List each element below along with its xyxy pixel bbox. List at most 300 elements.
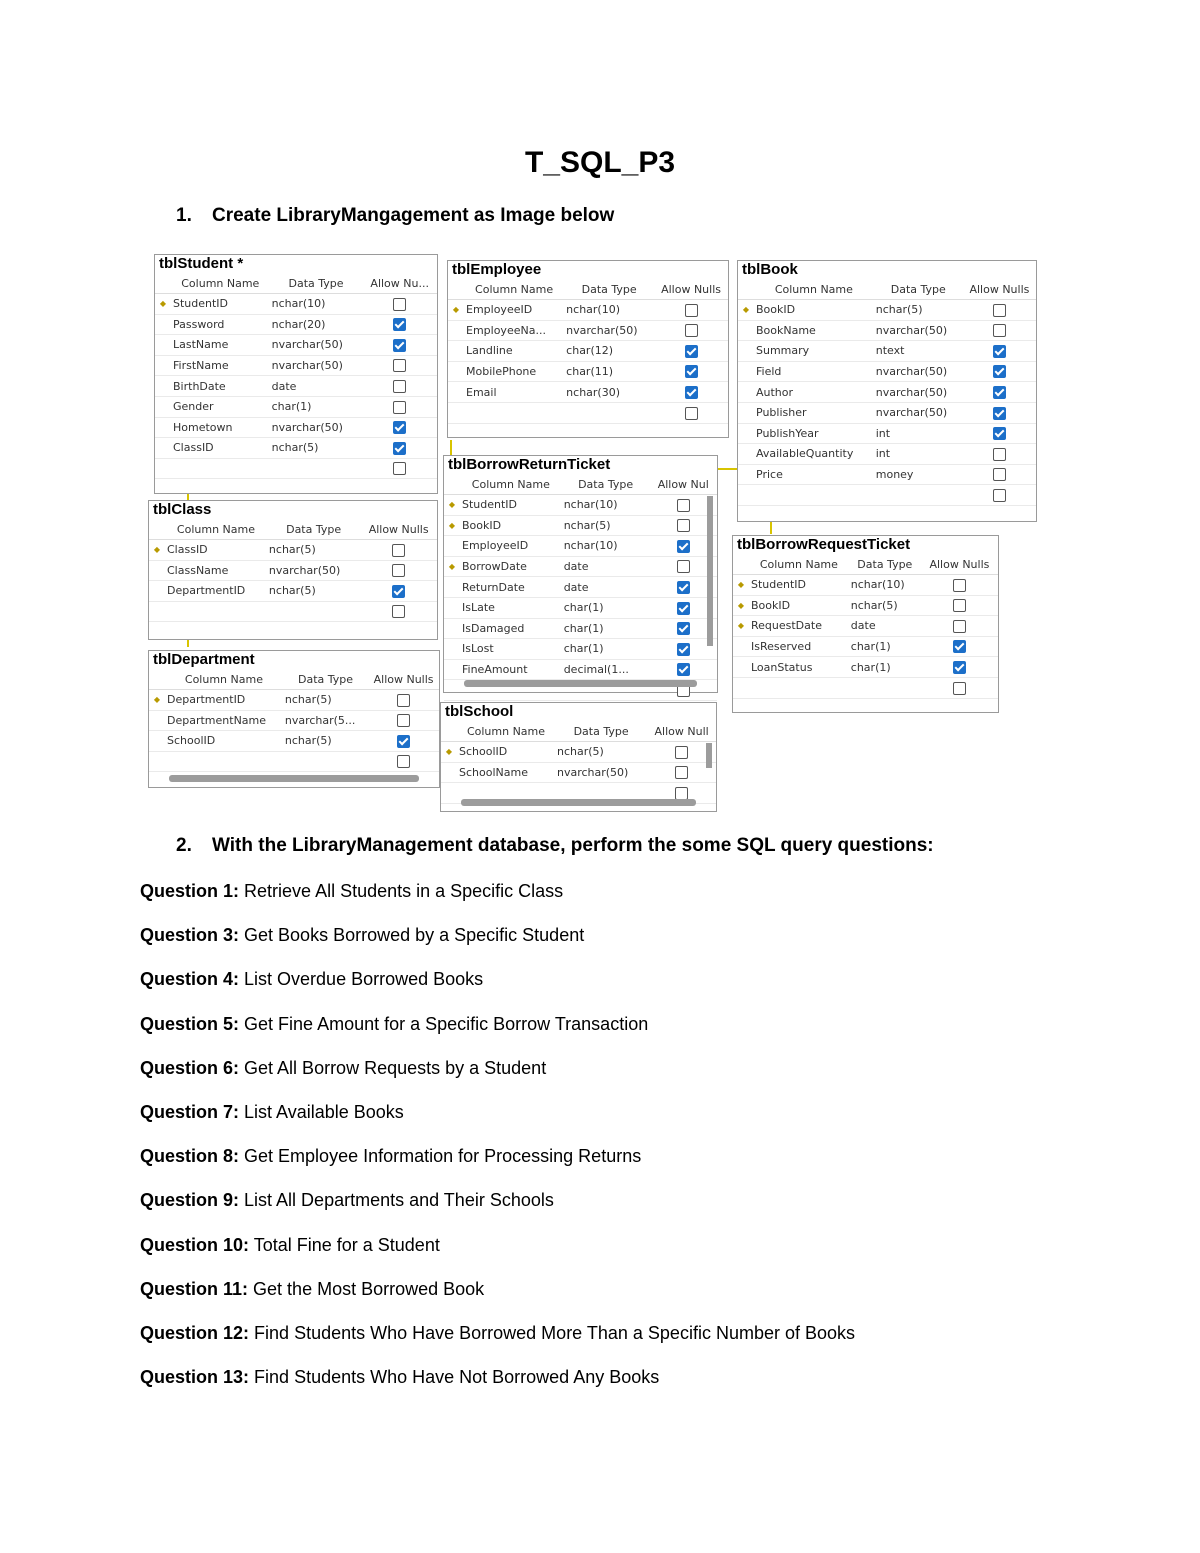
row-selector (444, 659, 460, 680)
allow-nulls-checkbox[interactable] (393, 442, 406, 455)
column-name-cell[interactable]: Hometown (171, 417, 270, 438)
allow-nulls-cell (368, 751, 439, 772)
new-row[interactable] (155, 458, 437, 479)
question-label: Question 9: (140, 1190, 240, 1211)
allow-nulls-cell (362, 438, 437, 459)
allow-nulls-checkbox[interactable] (393, 339, 406, 352)
question-label: Question 12: (140, 1322, 250, 1343)
column-name-cell[interactable]: EmployeeID (464, 300, 564, 321)
table-row[interactable] (733, 595, 998, 616)
allow-nulls-checkbox[interactable] (393, 401, 406, 414)
data-type-cell[interactable]: nvarchar(50) (874, 382, 963, 403)
allow-nulls-checkbox[interactable] (685, 407, 698, 420)
question-item (140, 878, 855, 922)
table-row[interactable] (149, 540, 437, 561)
row-selector (448, 361, 464, 382)
new-row[interactable] (733, 677, 998, 698)
column-name-cell[interactable]: FirstName (171, 355, 270, 376)
table-row[interactable] (448, 382, 728, 403)
column-grid (448, 279, 728, 424)
data-type-cell[interactable]: nvarchar(50) (564, 320, 654, 341)
table-tblBook[interactable] (737, 260, 1037, 522)
allow-nulls-cell (963, 320, 1036, 341)
table-row[interactable] (444, 577, 717, 598)
empty-cell[interactable] (441, 783, 457, 804)
row-selector (149, 560, 165, 581)
table-tblSchool[interactable] (440, 702, 717, 812)
table-tblEmployee[interactable] (447, 260, 729, 438)
new-row[interactable] (738, 485, 1036, 506)
allow-nulls-checkbox[interactable] (677, 499, 690, 512)
allow-nulls-checkbox[interactable] (993, 324, 1006, 337)
row-selector (448, 320, 464, 341)
question-item (140, 1143, 855, 1187)
empty-cell[interactable] (283, 751, 368, 772)
data-type-cell[interactable]: nchar(5) (267, 540, 360, 561)
new-row[interactable] (448, 402, 728, 423)
allow-nulls-checkbox[interactable] (953, 620, 966, 633)
empty-cell[interactable] (849, 677, 921, 698)
allow-nulls-checkbox[interactable] (685, 365, 698, 378)
data-type-cell[interactable]: nvarchar(50) (874, 361, 963, 382)
table-tblBorrowReturnTicket[interactable] (443, 455, 718, 693)
row-selector (155, 335, 171, 356)
table-row[interactable] (155, 294, 437, 315)
column-name-cell[interactable]: SchoolName (457, 762, 555, 783)
question-item (140, 1055, 855, 1099)
empty-cell[interactable] (874, 485, 963, 506)
allow-nulls-checkbox[interactable] (953, 579, 966, 592)
data-type-cell[interactable]: nchar(5) (283, 690, 368, 711)
data-type-cell[interactable]: nchar(10) (562, 495, 650, 516)
column-name-cell[interactable]: BirthDate (171, 376, 270, 397)
table-tblDepartment[interactable] (148, 650, 440, 788)
column-name-cell[interactable]: Price (754, 464, 874, 485)
table-row[interactable] (738, 402, 1036, 423)
allow-nulls-cell (963, 423, 1036, 444)
allow-nulls-checkbox[interactable] (685, 324, 698, 337)
table-row[interactable] (444, 597, 717, 618)
column-name-cell[interactable]: ClassID (171, 438, 270, 459)
allow-nulls-checkbox[interactable] (677, 663, 690, 676)
table-row[interactable] (149, 581, 437, 602)
data-type-cell[interactable]: decimal(1... (562, 659, 650, 680)
question-text: Find Students Who Have Not Borrowed Any Books (254, 1367, 660, 1388)
data-type-cell[interactable]: nvarchar(5... (283, 710, 368, 731)
data-type-cell[interactable]: date (562, 577, 650, 598)
table-row[interactable] (738, 341, 1036, 362)
column-name-cell[interactable]: FineAmount (460, 659, 562, 680)
column-grid (733, 554, 998, 699)
column-name-cell[interactable]: IsLost (460, 639, 562, 660)
table-row[interactable] (738, 464, 1036, 485)
column-name-cell[interactable]: StudentID (460, 495, 562, 516)
table-row[interactable] (738, 361, 1036, 382)
table-row[interactable] (733, 657, 998, 678)
allow-nulls-cell (963, 485, 1036, 506)
allow-nulls-checkbox[interactable] (677, 581, 690, 594)
allow-nulls-checkbox[interactable] (393, 421, 406, 434)
allow-nulls-cell (654, 320, 728, 341)
horizontal-scrollbar[interactable] (461, 799, 696, 806)
column-name-cell[interactable]: Gender (171, 396, 270, 417)
data-type-cell[interactable]: date (562, 556, 650, 577)
primary-key-icon: ◆ (444, 515, 460, 536)
allow-nulls-checkbox[interactable] (392, 585, 405, 598)
allow-nulls-checkbox[interactable] (677, 560, 690, 573)
allow-nulls-checkbox[interactable] (677, 602, 690, 615)
column-name-cell[interactable]: RequestDate (749, 616, 849, 637)
allow-nulls-checkbox[interactable] (677, 643, 690, 656)
allow-nulls-checkbox[interactable] (993, 427, 1006, 440)
table-row[interactable] (155, 335, 437, 356)
table-row[interactable] (155, 438, 437, 459)
data-type-cell[interactable]: nchar(10) (564, 300, 654, 321)
table-row[interactable] (733, 616, 998, 637)
table-row[interactable] (441, 742, 716, 763)
data-type-cell[interactable]: date (270, 376, 363, 397)
question-item (140, 1011, 855, 1055)
horizontal-scrollbar[interactable] (169, 775, 419, 782)
column-name-cell[interactable]: ClassID (165, 540, 267, 561)
data-type-cell[interactable]: nchar(5) (562, 515, 650, 536)
empty-cell[interactable] (738, 485, 754, 506)
allow-nulls-checkbox[interactable] (397, 694, 410, 707)
allow-nulls-checkbox[interactable] (993, 448, 1006, 461)
column-name-cell[interactable]: EmployeeNa... (464, 320, 564, 341)
allow-nulls-checkbox[interactable] (393, 298, 406, 311)
table-row[interactable] (444, 515, 717, 536)
primary-key-icon: ◆ (441, 742, 457, 763)
row-selector (738, 341, 754, 362)
allow-nulls-checkbox[interactable] (993, 345, 1006, 358)
primary-key-icon: ◆ (733, 595, 749, 616)
column-name-cell[interactable]: BookID (754, 300, 874, 321)
question-text: Retrieve All Students in a Specific Class (244, 881, 564, 901)
question-label: Question 8: (140, 1146, 240, 1167)
table-row[interactable] (155, 417, 437, 438)
table-row[interactable] (149, 731, 439, 752)
table-row[interactable] (149, 560, 437, 581)
data-type-cell[interactable]: nchar(5) (555, 742, 647, 763)
data-type-cell[interactable]: ntext (874, 341, 963, 362)
table-row[interactable] (155, 396, 437, 417)
allow-nulls-cell (921, 657, 998, 678)
column-header: Allow Nulls (921, 554, 998, 575)
question-text: Get the Most Borrowed Book (253, 1278, 485, 1299)
allow-nulls-cell (360, 601, 437, 622)
allow-nulls-cell (362, 396, 437, 417)
data-type-cell[interactable]: nvarchar(50) (874, 320, 963, 341)
column-header: Column Name (464, 279, 564, 300)
empty-cell[interactable] (749, 677, 849, 698)
data-type-cell[interactable]: date (849, 616, 921, 637)
data-type-cell[interactable]: nvarchar(50) (270, 335, 363, 356)
data-type-cell[interactable]: nvarchar(50) (270, 355, 363, 376)
allow-nulls-cell (362, 458, 437, 479)
table-row[interactable] (149, 710, 439, 731)
column-name-cell[interactable]: Publisher (754, 402, 874, 423)
data-type-cell[interactable]: char(11) (564, 361, 654, 382)
column-name-cell[interactable]: SchoolID (165, 731, 283, 752)
column-name-cell[interactable]: Landline (464, 341, 564, 362)
row-selector (738, 423, 754, 444)
page-title: T_SQL_P3 (524, 146, 676, 179)
data-type-cell[interactable]: nvarchar(50) (270, 417, 363, 438)
data-type-cell[interactable]: nchar(5) (874, 300, 963, 321)
table-row[interactable] (448, 341, 728, 362)
column-name-cell[interactable]: ClassName (165, 560, 267, 581)
column-header: Column Name (749, 554, 849, 575)
allow-nulls-cell (368, 731, 439, 752)
column-name-cell[interactable]: IsLate (460, 597, 562, 618)
column-name-cell[interactable]: ReturnDate (460, 577, 562, 598)
allow-nulls-cell (362, 294, 437, 315)
table-tblStudent[interactable] (154, 254, 438, 494)
vertical-scrollbar[interactable] (706, 743, 712, 768)
allow-nulls-checkbox[interactable] (993, 304, 1006, 317)
allow-nulls-checkbox[interactable] (953, 661, 966, 674)
allow-nulls-checkbox[interactable] (993, 489, 1006, 502)
column-header: Column Name (165, 519, 267, 540)
question-label: Question 4: (140, 969, 240, 990)
column-name-cell[interactable]: DepartmentID (165, 690, 283, 711)
vertical-scrollbar[interactable] (707, 496, 713, 646)
data-type-cell[interactable]: nchar(20) (270, 314, 363, 335)
empty-cell[interactable] (448, 402, 464, 423)
table-row[interactable] (444, 659, 717, 680)
empty-cell[interactable] (149, 601, 165, 622)
row-selector (155, 396, 171, 417)
data-type-cell[interactable]: char(1) (849, 657, 921, 678)
allow-nulls-checkbox[interactable] (397, 755, 410, 768)
empty-cell[interactable] (165, 601, 267, 622)
allow-nulls-cell (921, 575, 998, 596)
table-row[interactable] (155, 314, 437, 335)
data-type-cell[interactable]: int (874, 444, 963, 465)
allow-nulls-checkbox[interactable] (397, 714, 410, 727)
allow-nulls-checkbox[interactable] (397, 735, 410, 748)
question-item (140, 966, 855, 1010)
column-header: Data Type (874, 279, 963, 300)
column-name-cell[interactable]: EmployeeID (460, 536, 562, 557)
primary-key-icon: ◆ (149, 690, 165, 711)
column-name-cell[interactable]: StudentID (749, 575, 849, 596)
column-name-cell[interactable]: DepartmentName (165, 710, 283, 731)
column-name-cell[interactable]: Password (171, 314, 270, 335)
allow-nulls-cell (921, 677, 998, 698)
column-header: Data Type (562, 474, 650, 495)
allow-nulls-cell (368, 710, 439, 731)
allow-nulls-checkbox[interactable] (675, 787, 688, 800)
allow-nulls-checkbox[interactable] (393, 318, 406, 331)
column-name-cell[interactable]: BookID (460, 515, 562, 536)
data-type-cell[interactable]: nchar(5) (849, 595, 921, 616)
table-row[interactable] (444, 536, 717, 557)
allow-nulls-cell (362, 355, 437, 376)
question-text: List Overdue Borrowed Books (244, 969, 484, 990)
column-grid (149, 519, 437, 622)
table-row[interactable] (733, 575, 998, 596)
empty-cell[interactable] (733, 677, 749, 698)
table-row[interactable] (448, 320, 728, 341)
empty-cell[interactable] (270, 458, 363, 479)
header-spacer (733, 554, 749, 575)
allow-nulls-checkbox[interactable] (393, 462, 406, 475)
column-name-cell[interactable]: DepartmentID (165, 581, 267, 602)
column-name-cell[interactable]: Author (754, 382, 874, 403)
allow-nulls-checkbox[interactable] (675, 766, 688, 779)
allow-nulls-checkbox[interactable] (993, 386, 1006, 399)
allow-nulls-checkbox[interactable] (677, 540, 690, 553)
question-text: Get Employee Information for Processing Returns (244, 1146, 642, 1167)
data-type-cell[interactable]: nchar(10) (562, 536, 650, 557)
data-type-cell[interactable]: nchar(5) (267, 581, 360, 602)
allow-nulls-checkbox[interactable] (392, 564, 405, 577)
table-tblBorrowRequestTicket[interactable] (732, 535, 999, 713)
empty-cell[interactable] (444, 680, 460, 701)
primary-key-icon: ◆ (738, 300, 754, 321)
row-selector (149, 710, 165, 731)
relationship-line (718, 468, 738, 470)
allow-nulls-checkbox[interactable] (953, 640, 966, 653)
allow-nulls-checkbox[interactable] (993, 365, 1006, 378)
section-2-heading (176, 835, 934, 857)
allow-nulls-checkbox[interactable] (993, 407, 1006, 420)
data-type-cell[interactable]: int (874, 423, 963, 444)
table-row[interactable] (155, 376, 437, 397)
question-item (140, 1187, 855, 1231)
primary-key-icon: ◆ (733, 616, 749, 637)
column-name-cell[interactable]: IsReserved (749, 636, 849, 657)
primary-key-icon: ◆ (444, 495, 460, 516)
data-type-cell[interactable]: nchar(10) (270, 294, 363, 315)
column-name-cell[interactable]: MobilePhone (464, 361, 564, 382)
table-row[interactable] (448, 300, 728, 321)
column-name-cell[interactable]: LastName (171, 335, 270, 356)
table-row[interactable] (738, 423, 1036, 444)
header-spacer (738, 279, 754, 300)
table-row[interactable] (155, 355, 437, 376)
allow-nulls-checkbox[interactable] (675, 746, 688, 759)
data-type-cell[interactable]: nvarchar(50) (267, 560, 360, 581)
table-row[interactable] (444, 639, 717, 660)
allow-nulls-checkbox[interactable] (677, 519, 690, 532)
data-type-cell[interactable]: char(1) (849, 636, 921, 657)
table-row[interactable] (738, 444, 1036, 465)
table-title: tblClass (153, 501, 212, 518)
column-name-cell[interactable]: BookID (749, 595, 849, 616)
allow-nulls-checkbox[interactable] (392, 544, 405, 557)
primary-key-icon: ◆ (444, 556, 460, 577)
empty-cell[interactable] (165, 751, 283, 772)
column-name-cell[interactable]: PublishYear (754, 423, 874, 444)
data-type-cell[interactable]: money (874, 464, 963, 485)
data-type-cell[interactable]: char(12) (564, 341, 654, 362)
allow-nulls-checkbox[interactable] (685, 345, 698, 358)
column-name-cell[interactable]: LoanStatus (749, 657, 849, 678)
column-header: Column Name (754, 279, 874, 300)
table-row[interactable] (733, 636, 998, 657)
empty-cell[interactable] (155, 458, 171, 479)
data-type-cell[interactable]: nvarchar(50) (555, 762, 647, 783)
empty-cell[interactable] (171, 458, 270, 479)
allow-nulls-checkbox[interactable] (685, 304, 698, 317)
data-type-cell[interactable]: char(1) (562, 639, 650, 660)
table-row[interactable] (444, 556, 717, 577)
data-type-cell[interactable]: nchar(30) (564, 382, 654, 403)
data-type-cell[interactable]: nvarchar(50) (874, 402, 963, 423)
allow-nulls-checkbox[interactable] (392, 605, 405, 618)
column-name-cell[interactable]: Field (754, 361, 874, 382)
table-title: tblEmployee (452, 261, 542, 278)
table-row[interactable] (738, 382, 1036, 403)
column-name-cell[interactable]: StudentID (171, 294, 270, 315)
data-type-cell[interactable]: char(1) (562, 597, 650, 618)
allow-nulls-checkbox[interactable] (393, 380, 406, 393)
table-row[interactable] (441, 762, 716, 783)
horizontal-scrollbar[interactable] (464, 680, 697, 687)
column-grid (149, 669, 439, 772)
allow-nulls-checkbox[interactable] (953, 599, 966, 612)
table-tblClass[interactable] (148, 500, 438, 640)
table-row[interactable] (444, 495, 717, 516)
column-name-cell[interactable]: Summary (754, 341, 874, 362)
allow-nulls-checkbox[interactable] (677, 622, 690, 635)
row-selector (444, 639, 460, 660)
table-row[interactable] (149, 690, 439, 711)
allow-nulls-checkbox[interactable] (393, 359, 406, 372)
empty-cell[interactable] (564, 402, 654, 423)
allow-nulls-cell (654, 300, 728, 321)
section-2-text: With the LibraryManagement database, perform the some SQL query questions: (212, 835, 934, 856)
empty-cell[interactable] (464, 402, 564, 423)
table-row[interactable] (448, 361, 728, 382)
column-name-cell[interactable]: BorrowDate (460, 556, 562, 577)
data-type-cell[interactable]: nchar(5) (270, 438, 363, 459)
question-text: List Available Books (244, 1101, 404, 1122)
allow-nulls-cell (921, 616, 998, 637)
empty-cell[interactable] (754, 485, 874, 506)
question-text: Total Fine for a Student (253, 1234, 440, 1255)
empty-cell[interactable] (267, 601, 360, 622)
new-row[interactable] (149, 751, 439, 772)
table-row[interactable] (738, 300, 1036, 321)
column-header: Data Type (267, 519, 360, 540)
new-row[interactable] (149, 601, 437, 622)
empty-cell[interactable] (149, 751, 165, 772)
primary-key-icon: ◆ (149, 540, 165, 561)
allow-nulls-checkbox[interactable] (993, 468, 1006, 481)
column-name-cell[interactable]: BookName (754, 320, 874, 341)
row-selector (155, 376, 171, 397)
column-name-cell[interactable]: SchoolID (457, 742, 555, 763)
data-type-cell[interactable]: nchar(5) (283, 731, 368, 752)
column-name-cell[interactable]: AvailableQuantity (754, 444, 874, 465)
table-row[interactable] (738, 320, 1036, 341)
allow-nulls-cell (650, 659, 717, 680)
column-name-cell[interactable]: IsDamaged (460, 618, 562, 639)
allow-nulls-checkbox[interactable] (953, 682, 966, 695)
allow-nulls-checkbox[interactable] (685, 386, 698, 399)
column-name-cell[interactable]: Email (464, 382, 564, 403)
data-type-cell[interactable]: char(1) (270, 396, 363, 417)
data-type-cell[interactable]: char(1) (562, 618, 650, 639)
primary-key-icon: ◆ (155, 294, 171, 315)
allow-nulls-cell (654, 402, 728, 423)
data-type-cell[interactable]: nchar(10) (849, 575, 921, 596)
table-row[interactable] (444, 618, 717, 639)
